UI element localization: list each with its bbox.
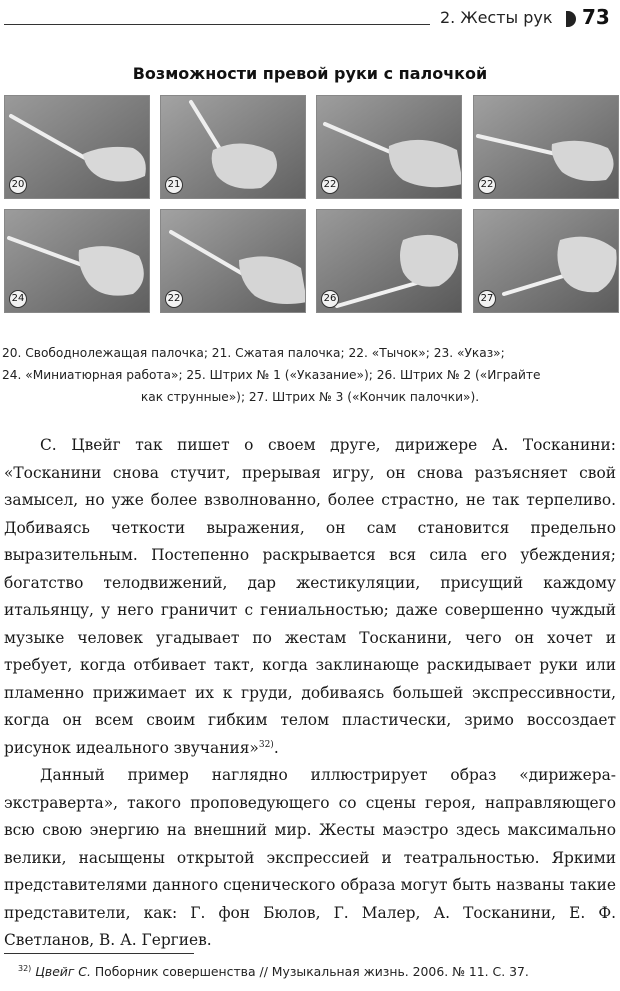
running-header — [0, 0, 620, 40]
photo-free-lying-baton — [4, 95, 150, 199]
paragraph — [4, 432, 616, 762]
chapter-title: 2. Жесты рук — [440, 8, 553, 27]
photo-poke — [316, 95, 462, 199]
header-rule — [4, 24, 430, 25]
photo-stroke-2 — [316, 209, 462, 313]
footnote-reference: 32) — [258, 739, 274, 750]
photo-miniature-work — [4, 209, 150, 313]
photo-number: 22 — [478, 176, 496, 194]
caption-line: 24. «Миниатюрная работа»; 25. Штрих № 1 («Указание»); 26. Штрих № 2 («Играйте — [2, 368, 541, 382]
footnote — [18, 964, 618, 979]
paragraph-end: . — [273, 738, 279, 757]
footnote-rule — [4, 953, 194, 954]
photo-grid — [4, 95, 619, 326]
paragraph: Данный пример наглядно иллюстрирует образ «дирижера-экстраверта», такого проповедующего со сцены героя, направляющего всю свою энергию на внешний мир. Жесты маэстро здесь максимально велики, насыщены открытой экспрессией и театральностью. Яркими представителями данного сценического образа могут быть названы такие представители, как: Г. фон Бюлов, Г. Малер, А. Тосканини, Е. Ф. Светланов, В. А. Гергиев. — [4, 766, 616, 949]
photo-stroke-3 — [473, 209, 619, 313]
photo-stroke-1 — [160, 209, 306, 313]
paragraph-text: С. Цвейг так пишет о своем друге, дирижере А. Тосканини: «Тосканини снова стучит, прерывая игру, он снова разъясняет свой замысел, но уже более взволнованно, более страстно, не так терпеливо. Добиваясь четкости выражения, он сам становится предельно выразительным. Постепенно раскрывается вся сила его убеждения; богатство телодвижений, дар жестикуляции, присущий каждому итальянцу, у него граничит с гениальностью; даже совершенно чуждый музыке человек угадывает по жестам Тосканини, чего он хочет и требует, когда отбивает такт, когда заклинающе раскидывает руки или пламенно прижимает их к груди, добиваясь большей экспрессивности, когда он всем своим гибким телом пластически, зримо воссоздает рисунок идеального звучания» — [4, 436, 616, 757]
figure-caption — [2, 342, 618, 408]
figure-title: Возможности превой руки с палочкой — [132, 64, 488, 83]
half-circle-marker-icon — [566, 11, 576, 27]
footnote-author: Цвейг С. — [35, 964, 91, 980]
photo-number: 21 — [165, 176, 183, 194]
photo-number: 22 — [165, 290, 183, 308]
footnote-text: Поборник совершенства // Музыкальная жизнь. 2006. № 11. С. 37. — [90, 964, 529, 980]
photo-number: 20 — [9, 176, 27, 194]
page-number: 73 — [582, 5, 610, 29]
caption-line: 20. Свободнолежащая палочка; 21. Сжатая палочка; 22. «Тычок»; 23. «Указ»; — [2, 346, 505, 360]
photo-number: 26 — [321, 290, 339, 308]
footnote-number: 32) — [18, 964, 32, 973]
photo-clenched-baton — [160, 95, 306, 199]
photo-number: 27 — [478, 290, 496, 308]
caption-line: как струнные»); 27. Штрих № 3 («Кончик палочки»). — [140, 390, 480, 404]
photo-number: 24 — [9, 290, 27, 308]
body-text — [4, 432, 616, 955]
photo-number: 22 — [321, 176, 339, 194]
photo-pointing — [473, 95, 619, 199]
